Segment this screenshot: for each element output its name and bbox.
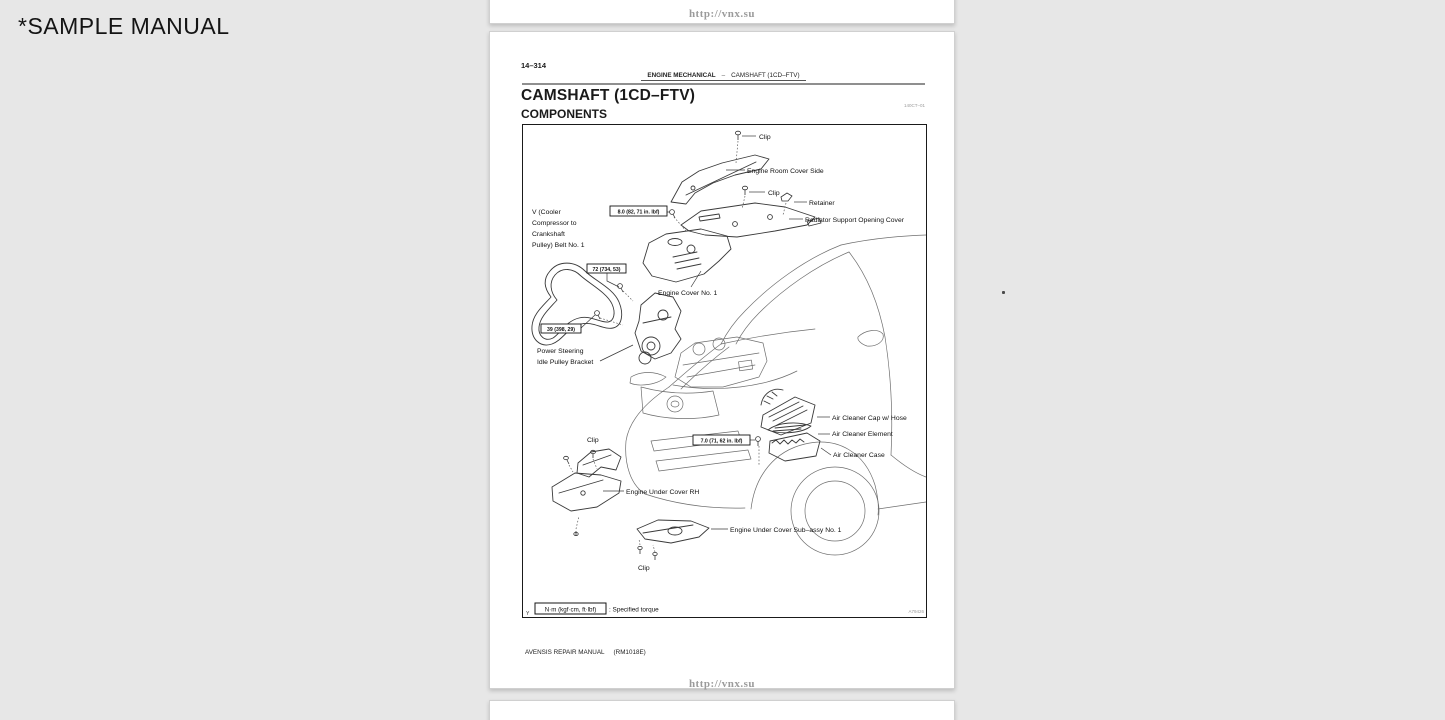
label-clip-2: Clip — [768, 190, 780, 197]
page-fragment-bottom — [489, 700, 955, 720]
components-figure — [522, 124, 927, 618]
footer-manual-name: AVENSIS REPAIR MANUAL — [525, 649, 605, 656]
legend-description: : Specified torque — [609, 606, 659, 614]
part-radiator-support-opening-cover — [681, 203, 821, 237]
svg-text:39 (398, 29): 39 (398, 29) — [547, 326, 575, 333]
label-air-cleaner-case: Air Cleaner Case — [833, 452, 885, 459]
watermark-url-bottom: http://vnx.su — [688, 678, 756, 690]
torque-badge-39nm — [541, 324, 581, 333]
label-air-cleaner-element: Air Cleaner Element — [832, 431, 893, 438]
watermark-url-top: http://vnx.su — [688, 8, 756, 20]
svg-text:72 (734, 53): 72 (734, 53) — [592, 266, 621, 273]
torque-badge-8nm — [610, 206, 667, 216]
torque-badge-7nm — [693, 435, 750, 445]
page-fragment-top — [489, 0, 955, 24]
header-rule — [522, 83, 925, 85]
section-title: COMPONENTS — [521, 107, 608, 121]
label-v-belt-line1: V (Cooler — [532, 209, 561, 216]
page-corner-mark: Y — [526, 611, 530, 617]
label-engine-under-cover-rh: Engine Under Cover RH — [626, 489, 700, 496]
revision-code: 140CT–01 — [903, 103, 925, 108]
page-title: CAMSHAFT (1CD–FTV) — [521, 87, 696, 104]
running-header-topic: CAMSHAFT (1CD–FTV) — [731, 72, 800, 79]
running-header-section: ENGINE MECHANICAL — [647, 72, 716, 79]
legend-unit-box: N·m (kgf·cm, ft·lbf) — [544, 606, 597, 614]
page-footer — [525, 649, 646, 656]
exploded-view-diagram — [523, 125, 926, 617]
footer-manual-code: (RM1018E) — [613, 649, 646, 656]
label-v-belt-line3: Crankshaft — [532, 231, 565, 238]
running-header — [522, 72, 925, 79]
label-air-cleaner-cap: Air Cleaner Cap w/ Hose — [832, 415, 907, 422]
part-power-steering-idle-pulley-bracket — [635, 293, 681, 364]
page-number: 14–314 — [521, 61, 547, 70]
part-engine-cover-no1 — [643, 229, 731, 282]
label-retainer: Retainer — [809, 200, 835, 207]
label-radiator-support-opening-cover: Radiator Support Opening Cover — [805, 217, 904, 224]
running-header-separator: – — [721, 72, 726, 79]
label-leader-lines — [581, 136, 831, 529]
sample-manual-label: *SAMPLE MANUAL — [18, 13, 230, 39]
svg-text:8.0 (82, 71 in. lbf): 8.0 (82, 71 in. lbf) — [617, 209, 660, 216]
label-engine-under-cover-sub-assy: Engine Under Cover Sub–assy No. 1 — [730, 527, 842, 534]
torque-legend — [535, 603, 659, 614]
part-engine-under-cover-sub-assy — [637, 520, 709, 543]
manual-page — [489, 31, 955, 689]
label-engine-cover-no1: Engine Cover No. 1 — [658, 290, 718, 297]
label-clip-3: Clip — [587, 437, 599, 444]
label-clip-4: Clip — [638, 565, 650, 572]
label-power-steering-line2: Idle Pulley Bracket — [537, 359, 594, 366]
label-v-belt-line2: Compressor to — [532, 220, 577, 227]
stray-dot-artifact — [1002, 291, 1005, 294]
label-clip-1: Clip — [759, 134, 771, 141]
part-air-cleaner-cap-w-hose — [761, 389, 815, 435]
part-engine-under-cover-rh — [552, 449, 621, 511]
label-v-belt-line4: Pulley) Belt No. 1 — [532, 242, 585, 249]
label-engine-room-cover-side: Engine Room Cover Side — [747, 168, 824, 175]
svg-text:7.0 (71, 62 in. lbf): 7.0 (71, 62 in. lbf) — [700, 438, 743, 445]
label-power-steering-line1: Power Steering — [537, 348, 584, 355]
torque-badge-72nm — [587, 264, 626, 273]
part-engine-room-cover-side — [671, 155, 769, 204]
figure-code: A79426 — [908, 609, 924, 614]
